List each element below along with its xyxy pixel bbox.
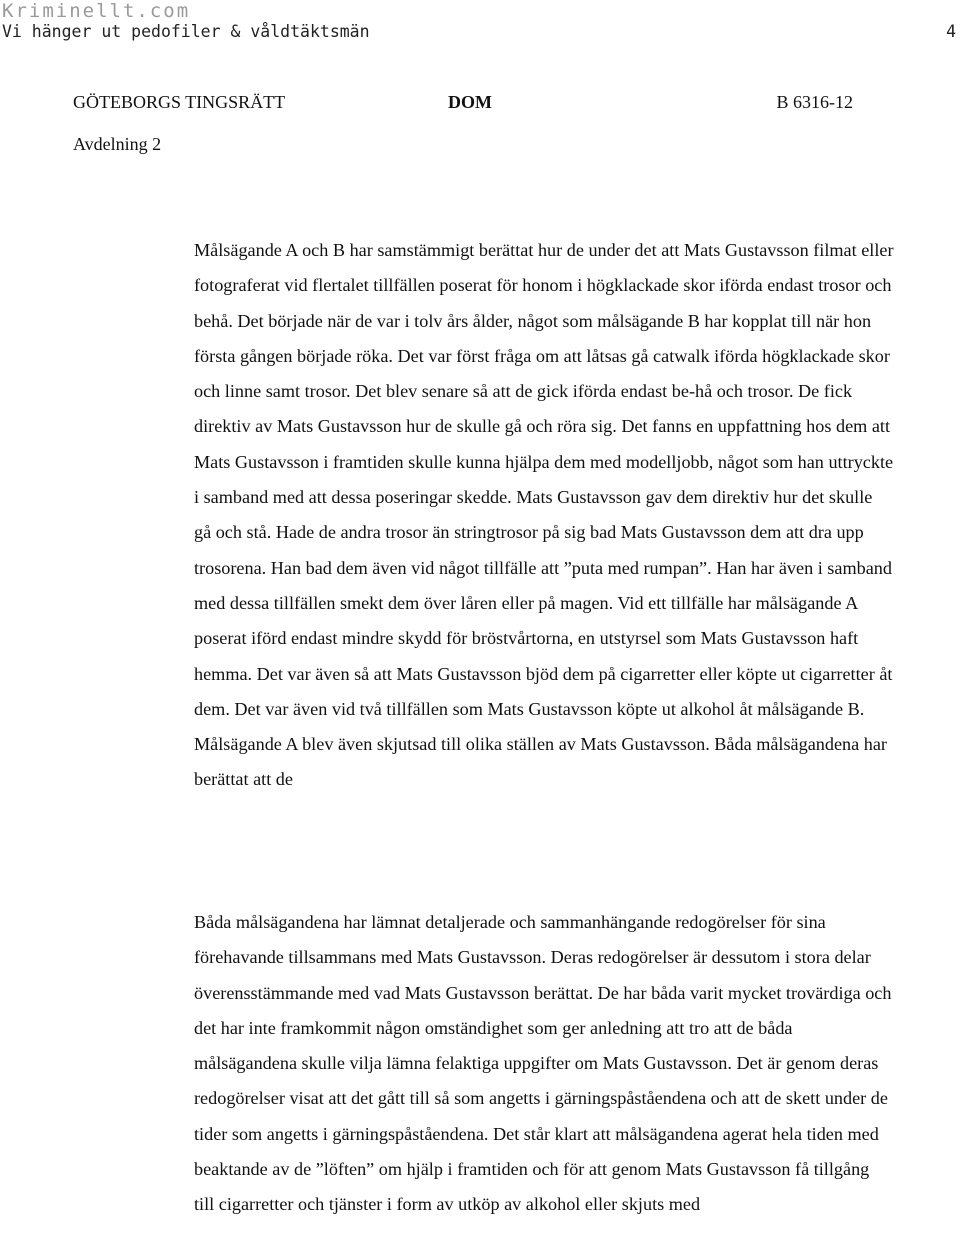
site-name: Kriminellt.com [2, 0, 191, 22]
court-division: Avdelning 2 [73, 134, 162, 154]
document-header [73, 90, 853, 114]
body-paragraph: Båda målsägandena har lämnat detaljerade och sammanhängande redogörelser för sina förehavande tillsammans med Mats Gustavsson. Deras redogörelser är dessutom i stora delar överensstämmande med vad Mats Gustavsson berättat. De har båda varit mycket trovärdiga och det har inte framkommit någon omständighet som ger anledning att tro att de båda målsägandena skulle vilja lämna felaktiga uppgifter om Mats Gustavsson. Det är genom deras redogörelser visat att det gått till så som angetts i gärningspåståendena och att de skett under de tider som angetts i gärningspåståendena. Det står klart att målsägandena agerat hela tiden med beaktande av de ”löften” om hjälp i framtiden och för att genom Mats Gustavsson få tillgång till cigarretter och tjänster i form av utköp av alkohol eller skjuts med [194, 912, 892, 1215]
running-title: Vi hänger ut pedofiler & våldtäktsmän [2, 22, 370, 41]
case-number: B 6316-12 [776, 92, 853, 112]
court-name: GÖTEBORGS TINGSRÄTT [73, 92, 286, 112]
page-number: 4 [946, 22, 956, 41]
body-paragraph: Målsägande A och B har samstämmigt berättat hur de under det att Mats Gustavsson filmat eller fotograferat vid flertalet tillfällen poserat för honom i högklackade skor iförda endast trosor och behå. Det började när de var i tolv års ålder, något som målsägande B har kopplat till när hon första gången började röka. Det var först fråga om att låtsas gå catwalk iförda högklackade skor och linne samt trosor. Det blev senare så att de gick iförda endast be-hå och trosor. De fick direktiv av Mats Gustavsson hur de skulle gå och röra sig. Det fanns en uppfattning hos dem att Mats Gustavsson i framtiden skulle kunna hjälpa dem med modelljobb, något som han uttryckte i samband med att dessa poseringar skedde. Mats Gustavsson gav dem direktiv hur det skulle gå och stå. Hade de andra trosor än stringtrosor på sig bad Mats Gustavsson dem att dra upp trosorena. Han bad dem även vid något tillfälle att ”puta med rumpan”. Han har även i samband med dessa tillfällen smekt dem över låren eller på magen. Vid ett tillfälle har målsägande A poserat iförd endast mindre skydd för bröstvårtorna, en utstyrsel som Mats Gustavsson haft hemma. Det var även så att Mats Gustavsson bjöd dem på cigarretter eller köpte ut cigarretter åt dem. Det var även vid två tillfällen som Mats Gustavsson köpte ut alkohol åt målsägande B. Målsägande A blev även skjutsad till olika ställen av Mats Gustavsson. Båda målsägandena har berättat att de [194, 240, 894, 790]
document-type: DOM [448, 92, 492, 112]
